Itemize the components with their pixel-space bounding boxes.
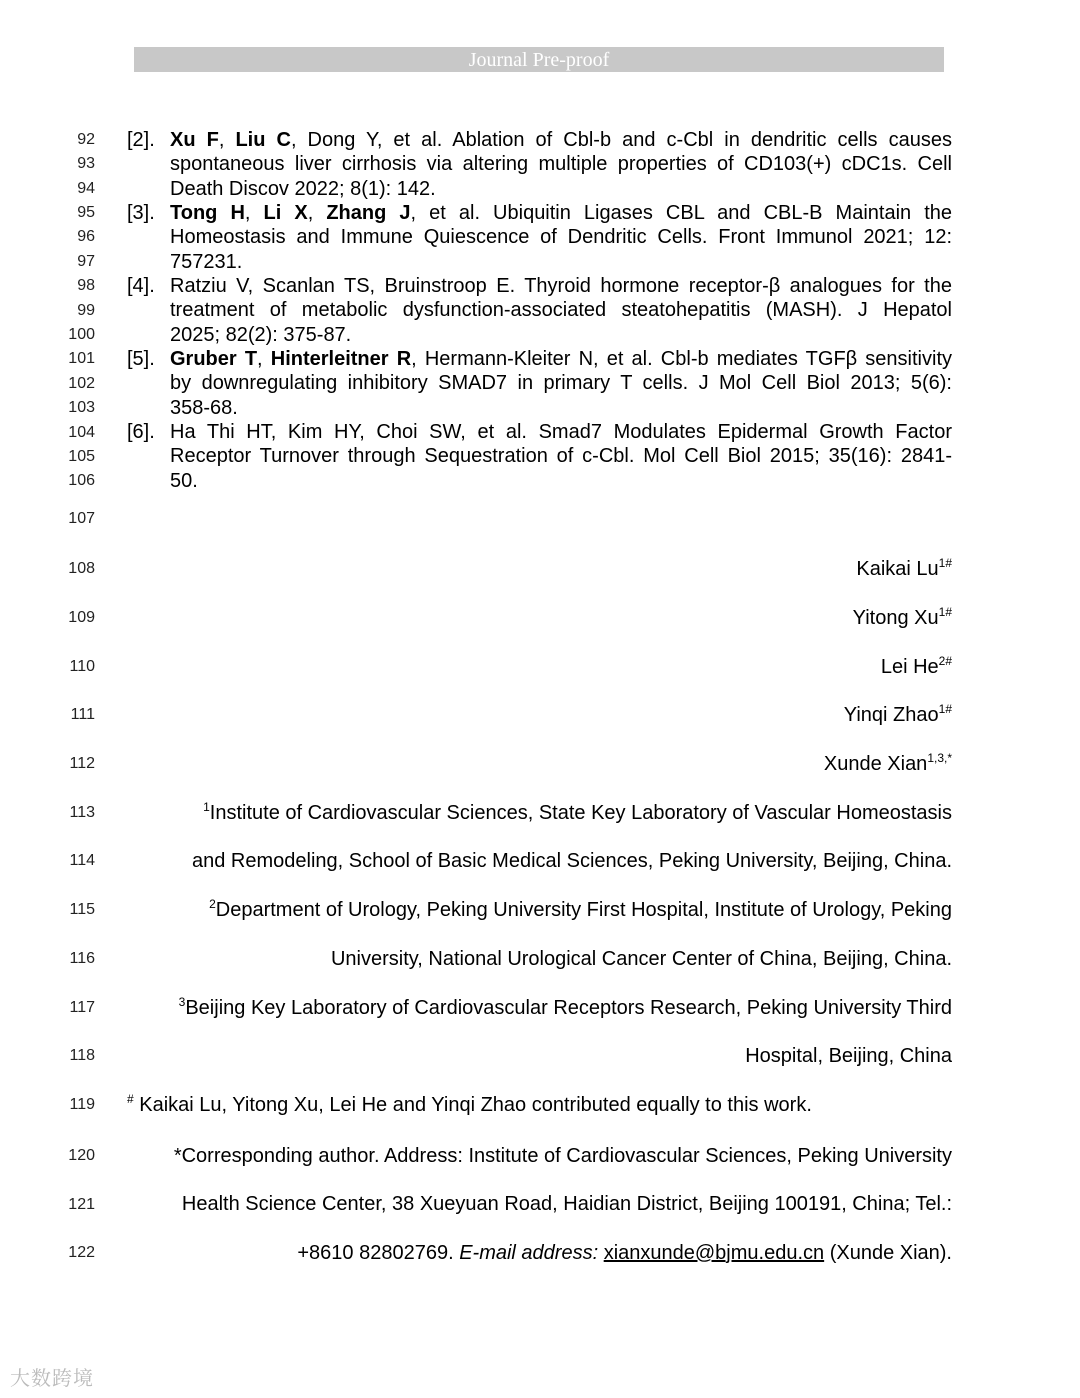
line-number: 106 [68, 472, 95, 489]
reference-number: [2]. [127, 129, 155, 151]
line-number: 96 [77, 228, 95, 245]
line-number: 93 [77, 155, 95, 172]
reference-line: Ha Thi HT, Kim HY, Choi SW, et al. Smad7 Modulates Epidermal Growth Factor [170, 421, 952, 443]
affiliation-text: Department of Urology, Peking University First Hospital, Institute of Urology, Peking [215, 899, 952, 921]
author-bold: Xu F [170, 129, 219, 151]
affiliation-line [203, 801, 952, 825]
author-text: Kaikai Lu [856, 558, 939, 580]
line-number: 119 [69, 1096, 95, 1113]
author-superscript: 1,3,* [927, 751, 952, 765]
line-number: 94 [77, 180, 95, 197]
author-name [824, 752, 952, 776]
reference-number: [3]. [127, 202, 155, 224]
email-label: E-mail address: [459, 1242, 599, 1264]
reference-line: Ratziu V, Scanlan TS, Bruinstroop E. Thyroid hormone receptor-β analogues for the [170, 275, 952, 297]
corresponding-author-line: Health Science Center, 38 Xueyuan Road, Haidian District, Beijing 100191, China; Tel.: [181, 1193, 952, 1215]
affiliation-superscript: 1 [203, 800, 210, 814]
author-bold: Gruber T [170, 348, 258, 370]
watermark-logo: 大数跨境 [10, 1366, 94, 1390]
author-text: Lei He [880, 656, 939, 678]
line-number: 107 [68, 510, 95, 527]
author-parenthetical: (Xunde Xian). [824, 1242, 952, 1264]
line-number: 116 [69, 950, 95, 967]
separator: , [244, 202, 264, 224]
affiliation-text: Institute of Cardiovascular Sciences, State Key Laboratory of Vascular Homeostasis [209, 802, 952, 824]
affiliation-superscript: 3 [178, 995, 186, 1009]
line-number: 120 [68, 1147, 95, 1164]
reference-line: Receptor Turnover through Sequestration of c-Cbl. Mol Cell Biol 2015; 35(16): 2841- [170, 445, 952, 467]
line-number: 103 [68, 399, 95, 416]
line-number: 97 [77, 253, 95, 270]
author-bold: Tong H [170, 202, 245, 224]
reference-line [170, 347, 952, 371]
line-number: 113 [69, 804, 95, 821]
affiliation-line [179, 996, 952, 1020]
reference-line [170, 201, 952, 225]
reference-line: 2025; 82(2): 375-87. [170, 324, 352, 346]
reference-line: Death Discov 2022; 8(1): 142. [170, 178, 436, 200]
author-superscript: 1# [938, 556, 952, 570]
author-text: Yinqi Zhao [843, 704, 939, 726]
line-number: 98 [77, 277, 95, 294]
line-number: 99 [77, 302, 95, 319]
reference-number: [6]. [127, 421, 155, 443]
affiliation-line: and Remodeling, School of Basic Medical Sciences, Peking University, Beijing, China. [191, 850, 952, 872]
line-number: 102 [68, 375, 95, 392]
line-number: 114 [69, 852, 95, 869]
author-name [881, 655, 952, 679]
reference-line: by downregulating inhibitory SMAD7 in primary T cells. J Mol Cell Biol 2013; 5(6): [170, 372, 952, 394]
author-text: Xunde Xian [823, 753, 928, 775]
line-number: 101 [68, 350, 95, 367]
equal-contribution-note [127, 1093, 812, 1117]
reference-line [170, 128, 952, 152]
corresponding-author-line: *Corresponding author. Address: Institute of Cardiovascular Sciences, Peking University [173, 1145, 952, 1167]
affiliation-superscript: 2 [209, 897, 216, 911]
tel-text: +8610 82802769. [297, 1242, 460, 1264]
line-number: 118 [69, 1047, 95, 1064]
author-bold: Liu C [235, 129, 291, 151]
author-name [856, 557, 952, 581]
author-bold: Li X [263, 202, 308, 224]
author-superscript: 2# [938, 654, 952, 668]
author-name [844, 703, 952, 727]
reference-text: , Dong Y, et al. Ablation of Cbl-b and c-Cbl in dendritic cells causes [290, 129, 952, 151]
line-number: 122 [68, 1244, 95, 1261]
reference-line: 358-68. [170, 397, 238, 419]
journal-preproof-banner: Journal Pre-proof [134, 47, 944, 72]
reference-text: , Hermann-Kleiter N, et al. Cbl-b mediates TGFβ sensitivity [411, 348, 952, 370]
separator: , [218, 129, 236, 151]
separator: , [257, 348, 271, 370]
line-number: 121 [68, 1196, 95, 1213]
author-name [853, 606, 952, 630]
line-number: 112 [69, 755, 95, 772]
reference-line: 757231. [170, 251, 243, 273]
line-number: 109 [68, 609, 95, 626]
line-number: 105 [68, 448, 95, 465]
reference-text: , et al. Ubiquitin Ligases CBL and CBL-B Maintain the [410, 202, 953, 224]
line-number: 108 [68, 560, 95, 577]
author-superscript: 1# [938, 702, 952, 716]
line-number: 115 [69, 901, 95, 918]
line-number: 117 [69, 999, 95, 1016]
affiliation-line [209, 898, 952, 922]
line-number: 95 [77, 204, 95, 221]
reference-line: Homeostasis and Immune Quiescence of Dendritic Cells. Front Immunol 2021; 12: [170, 226, 952, 248]
note-superscript: # [127, 1092, 134, 1106]
affiliation-text: Beijing Key Laboratory of Cardiovascular Receptors Research, Peking University Third [185, 997, 952, 1019]
line-number: 111 [70, 706, 95, 723]
corresponding-author-line [297, 1241, 952, 1265]
author-bold: Zhang J [326, 202, 411, 224]
reference-number: [4]. [127, 275, 155, 297]
note-text: Kaikai Lu, Yitong Xu, Lei He and Yinqi Zhao contributed equally to this work. [133, 1094, 812, 1116]
affiliation-line: University, National Urological Cancer Center of China, Beijing, China. [330, 948, 952, 970]
affiliation-line: Hospital, Beijing, China [745, 1045, 952, 1067]
line-number: 92 [77, 131, 95, 148]
line-number: 104 [68, 424, 95, 441]
author-superscript: 1# [938, 605, 952, 619]
line-number: 110 [69, 658, 95, 675]
reference-line: 50. [170, 470, 198, 492]
reference-line: treatment of metabolic dysfunction-associated steatohepatitis (MASH). J Hepatol [170, 299, 952, 321]
author-text: Yitong Xu [852, 607, 939, 629]
separator: , [307, 202, 327, 224]
reference-number: [5]. [127, 348, 155, 370]
author-bold: Hinterleitner R [270, 348, 412, 370]
line-number: 100 [68, 326, 95, 343]
email-link[interactable]: xianxunde@bjmu.edu.cn [603, 1242, 825, 1264]
reference-line: spontaneous liver cirrhosis via altering multiple properties of CD103(+) cDC1s. Cell [170, 153, 952, 175]
